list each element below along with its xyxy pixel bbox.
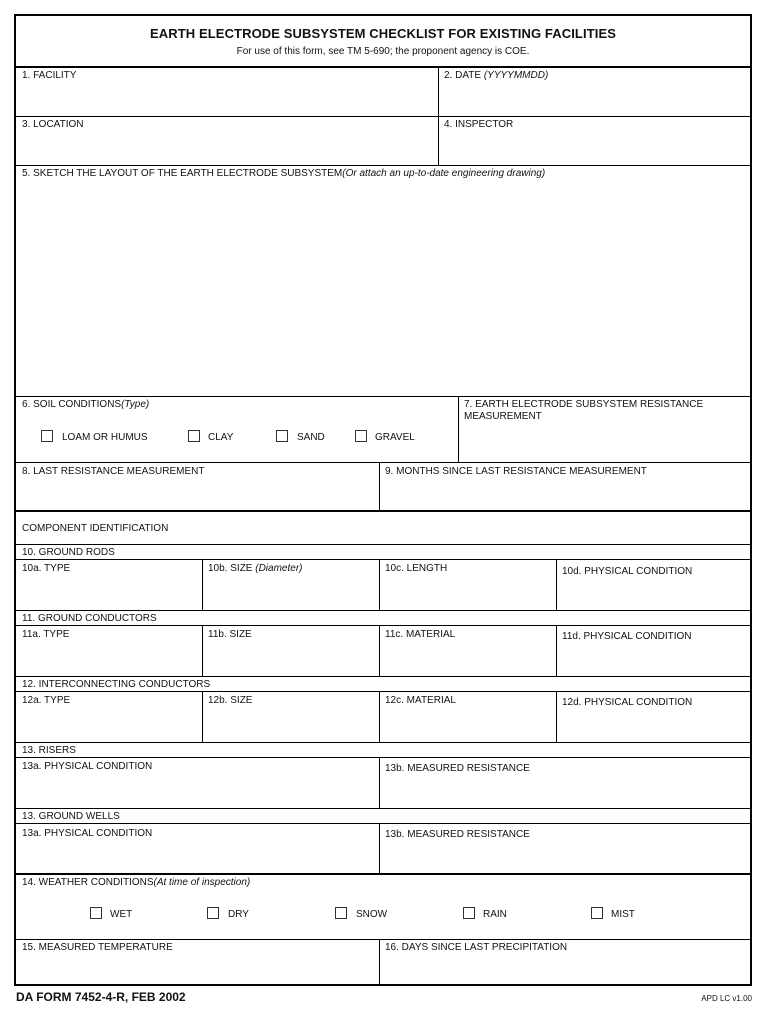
- inspector-label: 4. INSPECTOR: [444, 119, 514, 130]
- rule: [379, 691, 380, 742]
- resistance-measurement-label: 7. EARTH ELECTRODE SUBSYSTEM RESISTANCE MEASUREMENT: [464, 399, 704, 422]
- sand-label: SAND: [297, 432, 325, 443]
- dry-checkbox[interactable]: [207, 907, 219, 919]
- clay-label: CLAY: [208, 432, 234, 443]
- soil-label: 6. SOIL CONDITIONS(Type): [22, 399, 150, 410]
- location-input[interactable]: [22, 135, 432, 161]
- rule: [556, 625, 557, 676]
- dry-label: DRY: [228, 909, 249, 920]
- rain-label: RAIN: [483, 909, 507, 920]
- form-subtitle: For use of this form, see TM 5-690; the proponent agency is COE.: [236, 46, 530, 57]
- clay-checkbox[interactable]: [188, 430, 200, 442]
- months-since-input[interactable]: [385, 482, 745, 506]
- wet-checkbox[interactable]: [90, 907, 102, 919]
- risers-condition-input[interactable]: [22, 777, 375, 804]
- rule: [438, 66, 439, 165]
- rule: [202, 691, 203, 742]
- facility-input[interactable]: [22, 86, 432, 112]
- rule: [16, 939, 750, 940]
- conductors-condition-input[interactable]: [562, 647, 744, 672]
- sketch-area[interactable]: [22, 184, 744, 390]
- risers-resistance-label: 13b. MEASURED RESISTANCE: [385, 763, 530, 774]
- rule: [16, 396, 750, 397]
- rule: [379, 757, 380, 808]
- rule: [16, 742, 750, 743]
- rule: [458, 396, 459, 462]
- loam-checkbox[interactable]: [41, 430, 53, 442]
- facility-label: 1. FACILITY: [22, 70, 77, 81]
- days-since-precip-label: 16. DAYS SINCE LAST PRECIPITATION: [385, 942, 568, 953]
- conductors-material-input[interactable]: [385, 645, 552, 672]
- rule: [379, 625, 380, 676]
- rods-type-label: 10a. TYPE: [22, 563, 71, 574]
- rods-length-label: 10c. LENGTH: [385, 563, 448, 574]
- snow-label: SNOW: [356, 909, 388, 920]
- rule: [16, 757, 750, 758]
- location-label: 3. LOCATION: [22, 119, 84, 130]
- gravel-label: GRAVEL: [375, 432, 415, 443]
- rods-type-input[interactable]: [22, 579, 198, 606]
- weather-label: 14. WEATHER CONDITIONS(At time of inspection): [22, 877, 251, 888]
- mist-checkbox[interactable]: [591, 907, 603, 919]
- ground-rods-header: 10. GROUND RODS: [22, 547, 115, 558]
- wells-condition-input[interactable]: [22, 844, 375, 870]
- rods-condition-input[interactable]: [562, 582, 744, 606]
- rule: [379, 823, 380, 873]
- rule: [16, 610, 750, 611]
- interconnecting-condition-input[interactable]: [562, 713, 744, 738]
- interconnecting-condition-label: 12d. PHYSICAL CONDITION: [562, 697, 693, 708]
- checklist-form: [14, 14, 752, 986]
- ground-conductors-header: 11. GROUND CONDUCTORS: [22, 613, 157, 624]
- sand-checkbox[interactable]: [276, 430, 288, 442]
- mist-label: MIST: [611, 909, 635, 920]
- rods-size-input[interactable]: [208, 579, 375, 606]
- component-id-label: COMPONENT IDENTIFICATION: [22, 523, 169, 534]
- months-since-label: 9. MONTHS SINCE LAST RESISTANCE MEASUREMENT: [385, 466, 647, 477]
- inspector-input[interactable]: [444, 135, 744, 161]
- gravel-checkbox[interactable]: [355, 430, 367, 442]
- rule: [16, 462, 750, 463]
- rule: [556, 559, 557, 610]
- rule: [16, 510, 750, 512]
- interconnecting-size-input[interactable]: [208, 711, 375, 738]
- form-title: EARTH ELECTRODE SUBSYSTEM CHECKLIST FOR EXISTING FACILITIES: [150, 26, 616, 41]
- interconnecting-size-label: 12b. SIZE: [208, 695, 253, 706]
- wet-label: WET: [110, 909, 133, 920]
- temperature-label: 15. MEASURED TEMPERATURE: [22, 942, 173, 953]
- rule: [16, 625, 750, 626]
- rule: [16, 823, 750, 824]
- resistance-measurement-input[interactable]: [464, 436, 744, 458]
- conductors-size-label: 11b. SIZE: [208, 629, 252, 640]
- rule: [16, 165, 750, 166]
- rain-checkbox[interactable]: [463, 907, 475, 919]
- interconnecting-type-label: 12a. TYPE: [22, 695, 71, 706]
- wells-resistance-label: 13b. MEASURED RESISTANCE: [385, 829, 530, 840]
- interconnecting-type-input[interactable]: [22, 711, 198, 738]
- rule: [16, 691, 750, 692]
- risers-condition-label: 13a. PHYSICAL CONDITION: [22, 761, 153, 772]
- rule: [202, 625, 203, 676]
- conductors-size-input[interactable]: [208, 645, 375, 672]
- interconnecting-material-input[interactable]: [385, 711, 552, 738]
- ground-wells-header: 13. GROUND WELLS: [22, 811, 120, 822]
- rule: [556, 691, 557, 742]
- risers-header: 13. RISERS: [22, 745, 76, 756]
- date-label: 2. DATE (YYYYMMDD): [444, 70, 549, 81]
- wells-condition-label: 13a. PHYSICAL CONDITION: [22, 828, 153, 839]
- rods-condition-label: 10d. PHYSICAL CONDITION: [562, 566, 693, 577]
- rule: [379, 462, 380, 510]
- rule: [16, 808, 750, 809]
- days-since-precip-input[interactable]: [385, 958, 744, 982]
- last-resistance-input[interactable]: [22, 482, 372, 506]
- rods-length-input[interactable]: [385, 579, 552, 606]
- rule: [379, 939, 380, 986]
- form-version: APD LC v1.00: [701, 994, 752, 1003]
- interconnecting-material-label: 12c. MATERIAL: [385, 695, 456, 706]
- rule: [16, 873, 750, 875]
- rule: [379, 559, 380, 610]
- form-id: DA FORM 7452-4-R, FEB 2002: [16, 990, 186, 1004]
- rule: [16, 544, 750, 545]
- rods-size-label: 10b. SIZE (Diameter): [208, 563, 303, 574]
- rule: [16, 116, 750, 117]
- conductors-type-input[interactable]: [22, 645, 198, 672]
- rule: [16, 66, 750, 68]
- conductors-material-label: 11c. MATERIAL: [385, 629, 456, 640]
- snow-checkbox[interactable]: [335, 907, 347, 919]
- date-input[interactable]: [444, 86, 744, 112]
- wells-resistance-input[interactable]: [385, 845, 744, 870]
- loam-label: LOAM OR HUMUS: [62, 432, 148, 443]
- risers-resistance-input[interactable]: [385, 779, 744, 804]
- rule: [202, 559, 203, 610]
- last-resistance-label: 8. LAST RESISTANCE MEASUREMENT: [22, 466, 205, 477]
- conductors-condition-label: 11d. PHYSICAL CONDITION: [562, 631, 692, 642]
- interconnecting-header: 12. INTERCONNECTING CONDUCTORS: [22, 679, 211, 690]
- conductors-type-label: 11a. TYPE: [22, 629, 70, 640]
- rule: [16, 559, 750, 560]
- temperature-input[interactable]: [22, 958, 375, 982]
- rule: [16, 676, 750, 677]
- sketch-label: 5. SKETCH THE LAYOUT OF THE EARTH ELECTRODE SUBSYSTEM(Or attach an up-to-date engineering drawing): [22, 168, 546, 179]
